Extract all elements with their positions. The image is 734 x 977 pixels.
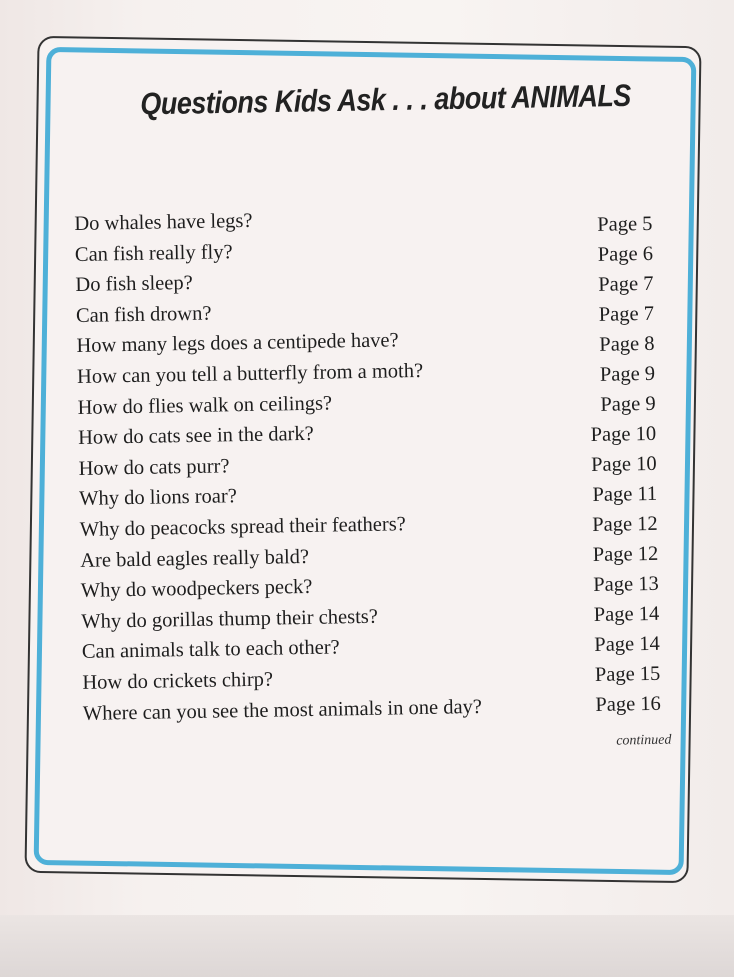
toc-page-number: Page 15 [594, 662, 661, 686]
toc-question: Why do lions roar? [78, 485, 238, 511]
toc-page-number: Page 12 [592, 512, 658, 536]
toc-page-number: Page 11 [592, 482, 658, 506]
toc-page-number: Page 9 [600, 392, 656, 416]
page-title: Questions Kids Ask . . . about ANIMALS [139, 78, 632, 122]
toc-page-number: Page 14 [593, 602, 660, 626]
toc-question: How many legs does a centipede have? [76, 329, 399, 358]
toc-page-number: Page 7 [598, 272, 654, 296]
toc-question: Can fish really fly? [74, 240, 233, 266]
toc-question: Are bald eagles really bald? [80, 545, 310, 572]
toc-question: Why do peacocks spread their feathers? [79, 513, 406, 541]
toc-question: Where can you see the most animals in one day? [82, 695, 483, 725]
toc-page-number: Page 10 [590, 452, 657, 476]
continued-note: continued [616, 732, 672, 749]
toc-page-number: Page 5 [597, 212, 653, 236]
table-of-contents [72, 78, 674, 788]
toc-page-number: Page 6 [597, 242, 654, 266]
toc-page-number: Page 16 [595, 692, 662, 716]
toc-page-number: Page 12 [592, 542, 659, 566]
toc-page-number: Page 10 [590, 422, 657, 446]
toc-question: How do crickets chirp? [82, 668, 274, 694]
toc-question: Why do gorillas thump their chests? [81, 605, 379, 633]
toc-question: How do flies walk on ceilings? [77, 392, 333, 419]
toc-question: How do cats purr? [78, 455, 230, 480]
toc-page-number: Page 8 [599, 332, 655, 356]
page-shadow [0, 915, 734, 977]
toc-question: Why do woodpeckers peck? [80, 576, 313, 603]
toc-question: Can animals talk to each other? [81, 636, 340, 664]
toc-page-number: Page 13 [593, 572, 659, 596]
toc-question: Can fish drown? [75, 302, 212, 327]
toc-question: How can you tell a butterfly from a moth? [76, 359, 424, 388]
toc-page-number: Page 9 [599, 362, 656, 386]
toc-page-number: Page 7 [598, 302, 655, 326]
toc-question: Do fish sleep? [75, 272, 193, 297]
toc-question: How do cats see in the dark? [77, 423, 314, 450]
toc-page-number: Page 14 [594, 632, 660, 656]
toc-question: Do whales have legs? [74, 209, 253, 235]
